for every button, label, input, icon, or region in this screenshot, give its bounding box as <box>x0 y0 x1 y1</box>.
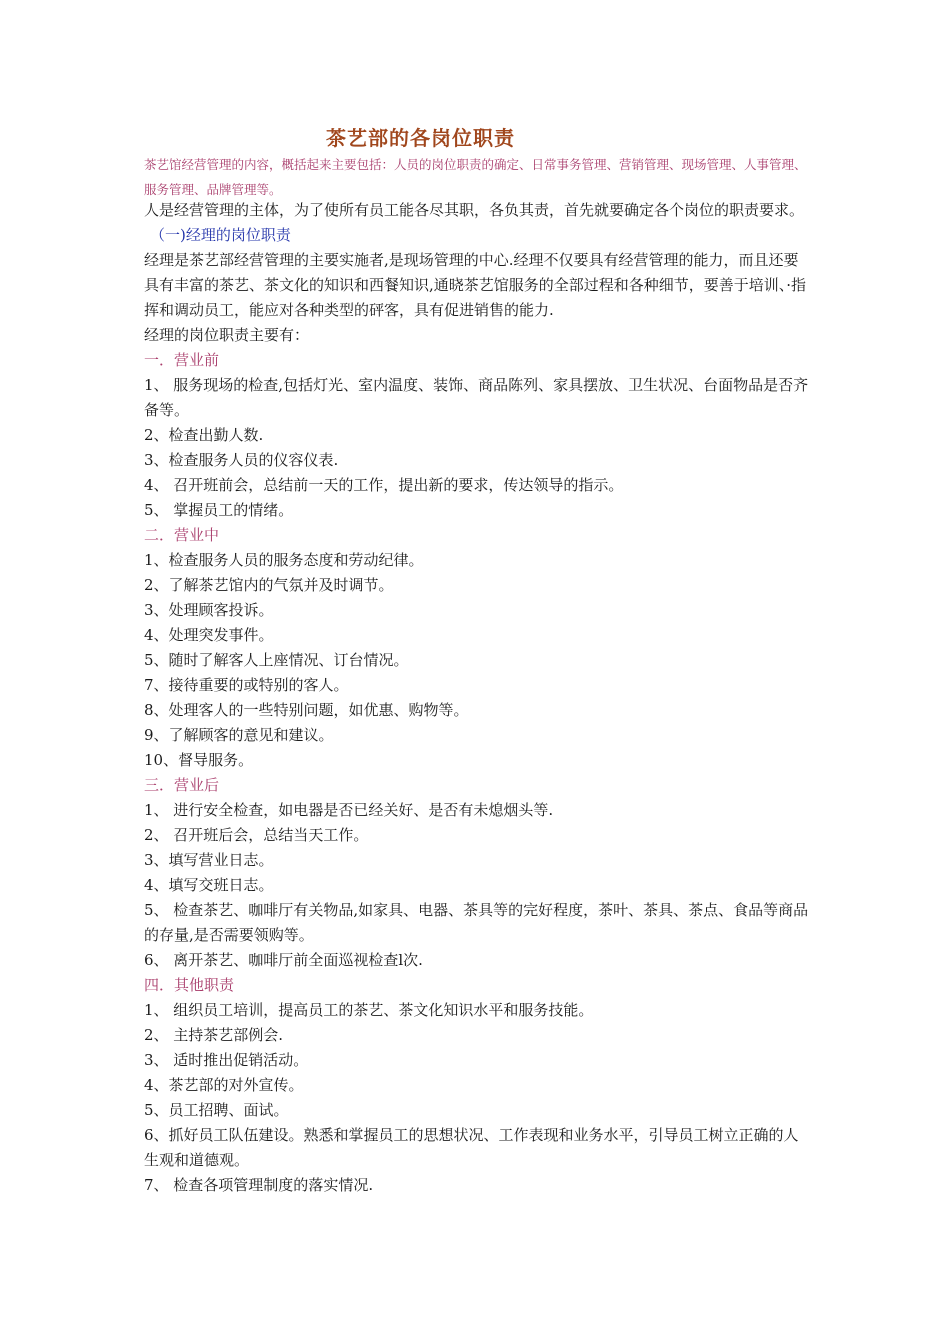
section-before-business <box>144 348 809 523</box>
section-heading: 二．营业中 <box>144 526 220 544</box>
section-during-business <box>144 523 809 773</box>
list-item: 4、茶艺部的对外宣传。 <box>144 1076 304 1094</box>
list-item: 5、随时了解客人上座情况、订台情况。 <box>144 651 409 669</box>
subheading-manager: （一)经理的岗位职责 <box>150 226 291 244</box>
list-item: 2、检查出勤人数. <box>144 426 264 444</box>
list-item: 6、 离开茶艺、咖啡厅前全面巡视检查l次. <box>144 951 423 969</box>
list-item: 1、 组织员工培训，提高员工的茶艺、茶文化知识水平和服务技能。 <box>144 1001 594 1019</box>
list-item: 8、处理客人的一些特别问题，如优惠、购物等。 <box>144 701 469 719</box>
section-heading: 一．营业前 <box>144 351 220 369</box>
document-title: 茶艺部的各岗位职责 <box>326 126 515 150</box>
list-item: 2、了解茶艺馆内的气氛并及时调节。 <box>144 576 394 594</box>
duties-intro: 经理的岗位职责主要有： <box>144 326 310 344</box>
list-item: 2、 召开班后会，总结当天工作。 <box>144 826 369 844</box>
lead-paragraph: 人是经营管理的主体，为了使所有员工能各尽其职，各负其责，首先就要确定各个岗位的职责要求。 <box>144 201 805 219</box>
list-item: 10、督导服务。 <box>144 751 254 769</box>
list-item: 5、员工招聘、面试。 <box>144 1101 289 1119</box>
list-item: 3、检查服务人员的仪容仪表. <box>144 451 339 469</box>
list-item: 1、 进行安全检查，如电器是否已经关好、是否有未熄烟头等. <box>144 801 554 819</box>
list-item: 3、填写营业日志。 <box>144 851 274 869</box>
list-item: 4、填写交班日志。 <box>144 876 274 894</box>
section-heading: 三．营业后 <box>144 776 220 794</box>
list-item: 3、 适时推出促销活动。 <box>144 1051 309 1069</box>
list-item: 5、 掌握员工的情绪。 <box>144 501 294 519</box>
document-body <box>144 198 809 1198</box>
list-item: 5、 检查茶艺、咖啡厅有关物品,如家具、电器、茶具等的完好程度，茶叶、茶具、茶点、食品等商品的存量,是否需要领购等。 <box>144 901 809 944</box>
list-item: 3、处理顾客投诉。 <box>144 601 274 619</box>
list-item: 4、 召开班前会，总结前一天的工作，提出新的要求，传达领导的指示。 <box>144 476 624 494</box>
list-item: 7、 检查各项管理制度的落实情况. <box>144 1176 374 1194</box>
intro-paragraph: 茶艺馆经营管理的内容，概括起来主要包括：人员的岗位职责的确定、日常事务管理、营销管理、现场管理、人事管理、服务管理、品牌管理等。 <box>144 157 807 197</box>
manager-description: 经理是茶艺部经营管理的主要实施者,是现场管理的中心.经理不仅要具有经营管理的能力，而且还要具有丰富的茶艺、茶文化的知识和西餐知识,通晓茶艺馆服务的全部过程和各种细节，要善于培训、·指挥和调动员工，能应对各种类型的砰客，具有促进销售的能力. <box>144 251 807 319</box>
section-other-duties <box>144 973 809 1198</box>
list-item: 1、检查服务人员的服务态度和劳动纪律。 <box>144 551 424 569</box>
list-item: 1、 服务现场的检查,包括灯光、室内温度、装饰、商品陈列、家具摆放、卫生状况、台面物品是否齐备等。 <box>144 376 809 419</box>
section-heading: 四．其他职责 <box>144 976 235 994</box>
list-item: 6、抓好员工队伍建设。熟悉和掌握员工的思想状况、工作表现和业务水平，引导员工树立正确的人生观和道德观。 <box>144 1126 799 1169</box>
list-item: 9、了解顾客的意见和建议。 <box>144 726 334 744</box>
list-item: 7、接待重要的或特别的客人。 <box>144 676 349 694</box>
list-item: 2、 主持茶艺部例会. <box>144 1026 284 1044</box>
section-after-business <box>144 773 809 973</box>
list-item: 4、处理突发事件。 <box>144 626 274 644</box>
